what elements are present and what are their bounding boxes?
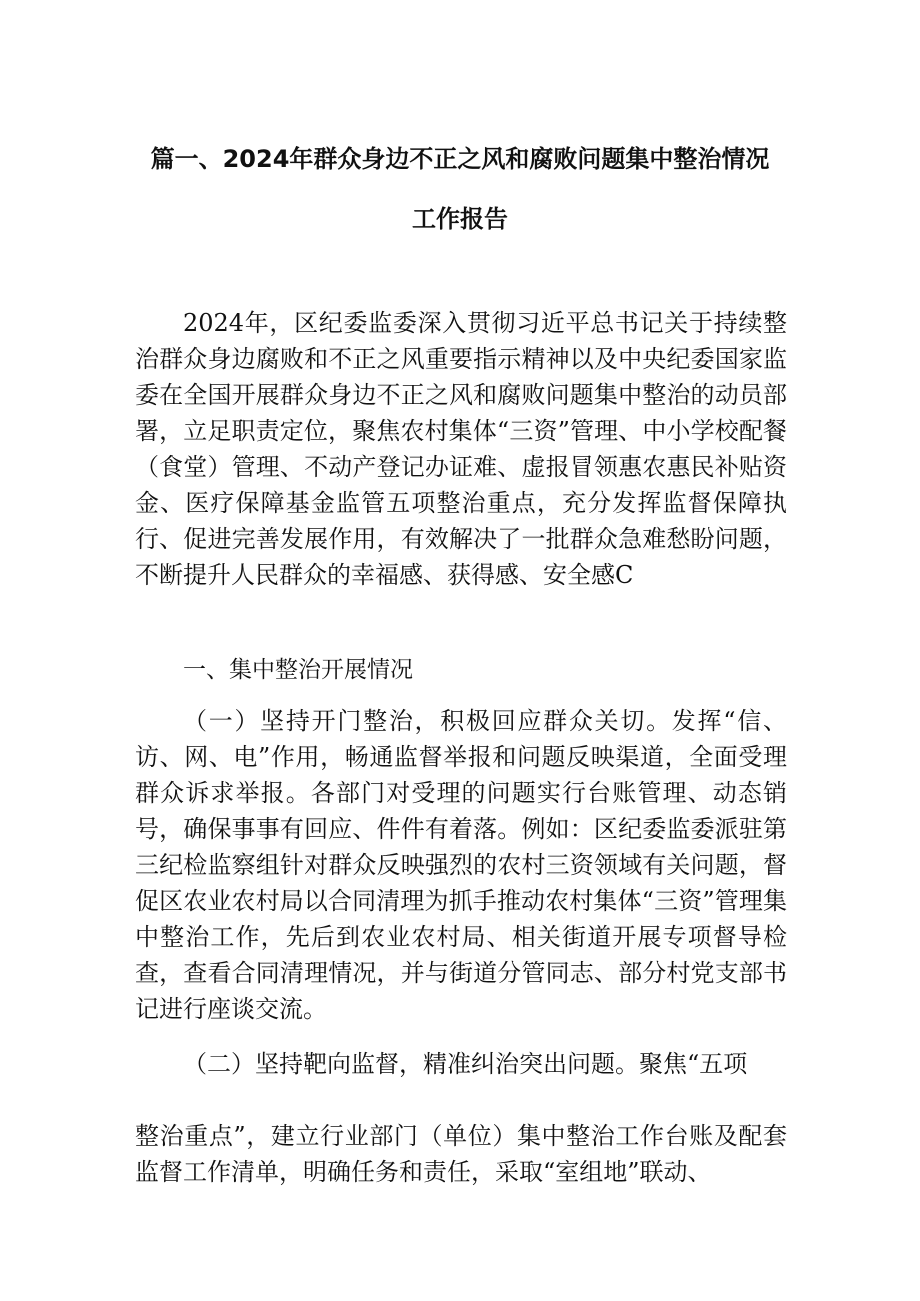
body-paragraph-targeted-supervision-first-line: （二）坚持靶向监督，精准纠治突出问题。聚焦“五项 bbox=[183, 1050, 748, 1078]
document-title-line-2: 工作报告 bbox=[412, 205, 508, 233]
body-paragraph-intro: 2024年，区纪委监委深入贯彻习近平总书记关于持续整治群众身边腐败和不正之风重要指示精神以及中央纪委国家监委在全国开展群众身边不正之风和腐败问题集中整治的动员部署，立足职责定位，聚焦农村集体“三资”管理、中小学校配餐（食堂）管理、不动产登记办证难、虚报冒领惠农惠民补贴资金、医疗保障基金监管五项整治重点，充分发挥监督保障执行、促进完善发展作用，有效解决了一批群众急难愁盼问题，不断提升人民群众的幸福感、获得感、安全感C bbox=[135, 309, 787, 589]
body-paragraph-targeted-supervision-continued: 整治重点”，建立行业部门（单位）集中整治工作台账及配套监督工作清单，明确任务和责任，采取“室组地”联动、 bbox=[135, 1122, 787, 1186]
document-title-line-1: 篇一、2024年群众身边不正之风和腐败问题集中整治情况 bbox=[150, 145, 770, 173]
body-paragraph-open-rectification: （一）坚持开门整治，积极回应群众关切。发挥“信、访、网、电”作用，畅通监督举报和问题反映渠道，全面受理群众诉求举报。各部门对受理的问题实行台账管理、动态销号，确保事事有回应、件件有着落。例如：区纪委监委派驻第三纪检监察组针对群众反映强烈的农村三资领域有关问题，督促区农业农村局以合同清理为抓手推动农村集体“三资”管理集中整治工作，先后到农业农村局、相关街道开展专项督导检查，查看合同清理情况，并与街道分管同志、部分村党支部书记进行座谈交流。 bbox=[135, 707, 787, 1023]
section-heading-1: 一、集中整治开展情况 bbox=[183, 657, 413, 683]
